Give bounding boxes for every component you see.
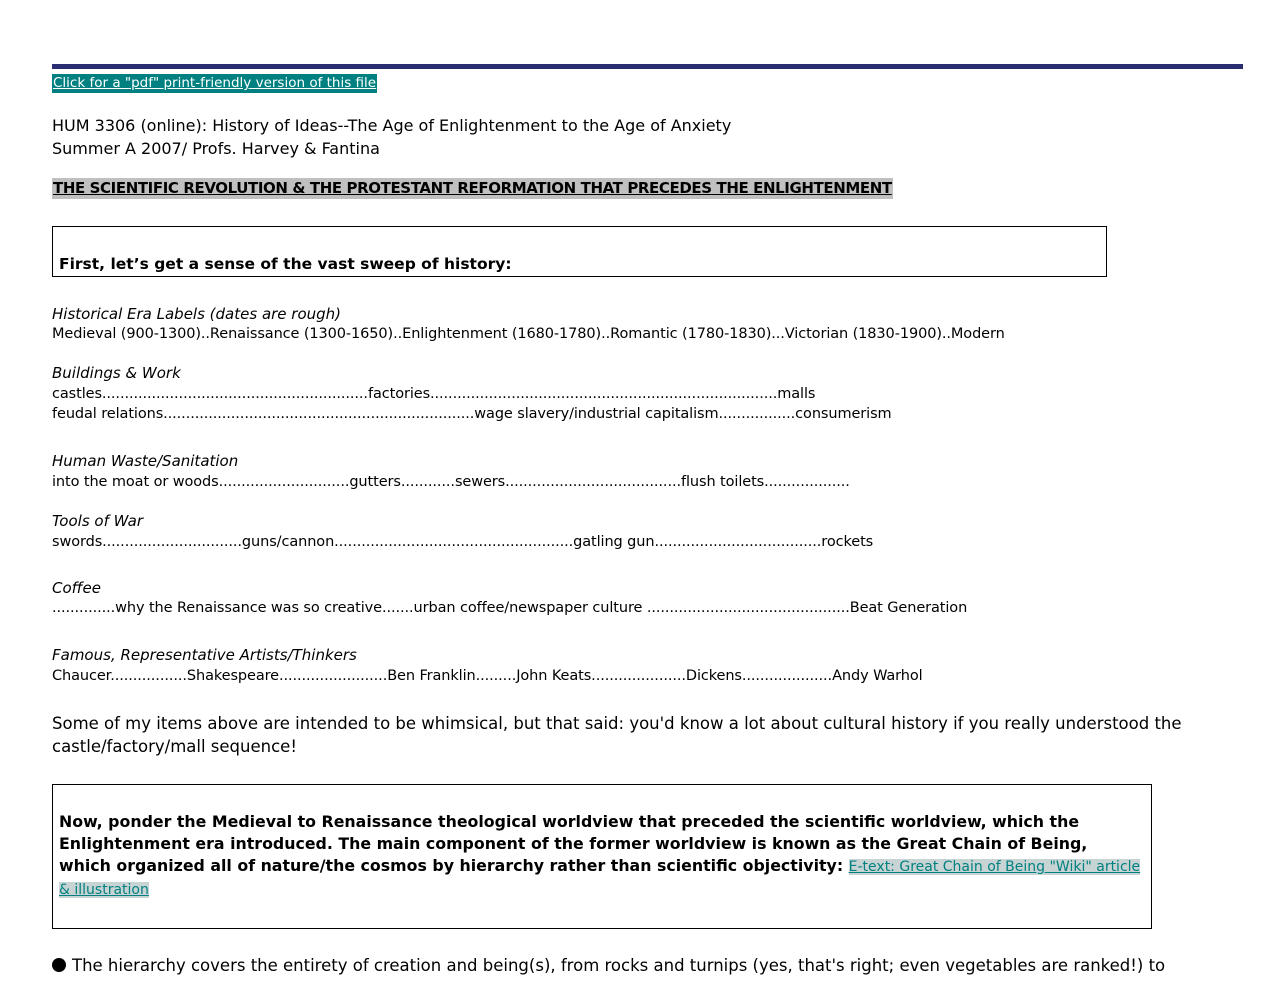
section-label-coffee: Coffee (52, 579, 101, 597)
section-label-buildings: Buildings & Work (52, 364, 181, 382)
bullet-icon (52, 958, 66, 972)
bullet-item (52, 956, 1165, 975)
section-text-war: swords...............................guns/cannon.....................................................gatling gun.....................................rockets (52, 534, 874, 550)
section-label-war: Tools of War (52, 512, 144, 530)
whimsy-paragraph-line1: Some of my items above are intended to be whimsical, but that said: you'd know a lot about cultural history if you really understood the (52, 714, 1182, 733)
ponder-box (52, 784, 1152, 929)
section-text-eras: Medieval (900-1300)..Renaissance (1300-1650)..Enlightenment (1680-1780)..Romantic (1780-1830)...Victorian (1830-1900)..Modern (52, 326, 1005, 342)
intro-box (52, 226, 1107, 277)
section-text-sanitation: into the moat or woods.............................gutters............sewers.......................................flush toilets................... (52, 474, 850, 490)
section-label-artists: Famous, Representative Artists/Thinkers (52, 646, 357, 664)
whimsy-paragraph-line2: castle/factory/mall sequence! (52, 737, 297, 756)
section-text-relations: feudal relations.....................................................................wage slavery/industrial capitalism.................consumerism (52, 406, 892, 422)
page-heading: THE SCIENTIFIC REVOLUTION & THE PROTESTANT REFORMATION THAT PRECEDES THE ENLIGHTENMENT (53, 179, 892, 197)
course-title: HUM 3306 (online): History of Ideas--The Age of Enlightenment to the Age of Anxiety (52, 116, 732, 135)
section-label-sanitation: Human Waste/Sanitation (52, 452, 239, 470)
section-label-eras: Historical Era Labels (dates are rough) (52, 305, 342, 323)
ponder-text: Now, ponder the Medieval to Renaissance theological worldview that preceded the scientific worldview, which the Enlightenment era introduced. The main component of the former worldview is known as the Great Chain of Being, which organized all of nature/the cosmos by hierarchy rather than scientific objectivity: (59, 812, 1088, 875)
bullet-text: The hierarchy covers the entirety of creation and being(s), from rocks and turnips (yes, that's right; even vegetables are ranked!) to (72, 956, 1166, 975)
section-text-buildings: castles...........................................................factories.............................................................................malls (52, 386, 816, 402)
great-chain-link[interactable]: E-text: Great Chain of Being "Wiki" article & illustration (59, 859, 1141, 898)
pdf-version-link[interactable]: Click for a "pdf" print-friendly version of this file (53, 75, 377, 91)
section-text-artists: Chaucer.................Shakespeare........................Ben Franklin.........John Keats.....................Dickens....................Andy Warhol (52, 668, 923, 684)
top-divider-bar (52, 64, 1243, 69)
intro-text: First, let’s get a sense of the vast sweep of history: (59, 255, 512, 273)
course-term: Summer A 2007/ Profs. Harvey & Fantina (52, 139, 380, 158)
section-text-coffee: ..............why the Renaissance was so creative.......urban coffee/newspaper culture .............................................Beat Generation (52, 600, 968, 616)
ponder-paragraph (59, 811, 1144, 901)
